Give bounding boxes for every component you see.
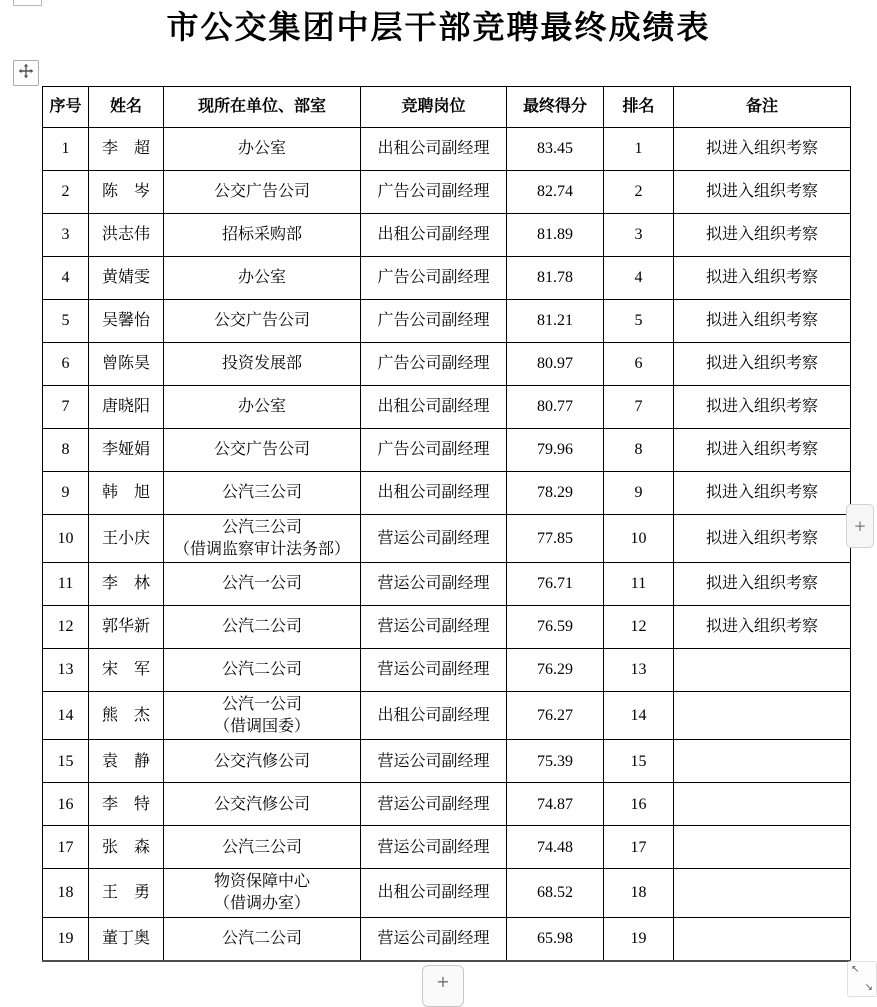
cell-index: 19: [43, 917, 89, 961]
cell-position: 出租公司副经理: [361, 472, 507, 515]
cell-index: 4: [43, 257, 89, 300]
cell-position: 广告公司副经理: [361, 429, 507, 472]
cell-index: 18: [43, 869, 89, 917]
cell-index: 7: [43, 386, 89, 429]
cell-score: 80.77: [507, 386, 604, 429]
cell-rank: 14: [604, 692, 674, 740]
cell-score: 81.21: [507, 300, 604, 343]
cell-score: 79.96: [507, 429, 604, 472]
cell-note: 拟进入组织考察: [674, 128, 851, 171]
cell-note: 拟进入组织考察: [674, 214, 851, 257]
cell-name: 李娅娟: [89, 429, 164, 472]
table-row: [43, 257, 851, 300]
page-title: 市公交集团中层干部竞聘最终成绩表: [166, 9, 711, 45]
table-row: [43, 917, 851, 961]
cell-unit: 公汽三公司: [164, 472, 361, 515]
cell-rank: 9: [604, 472, 674, 515]
cell-position: 出租公司副经理: [361, 869, 507, 917]
table-row: [43, 343, 851, 386]
cell-rank: 7: [604, 386, 674, 429]
cell-rank: 17: [604, 826, 674, 869]
column-header: 备注: [674, 87, 851, 128]
cell-note: 拟进入组织考察: [674, 343, 851, 386]
column-header: 排名: [604, 87, 674, 128]
cell-name: 张 森: [89, 826, 164, 869]
cell-rank: 2: [604, 171, 674, 214]
cell-rank: 13: [604, 649, 674, 692]
cell-note: [674, 692, 851, 740]
table-row: [43, 171, 851, 214]
cell-unit: 公交广告公司: [164, 429, 361, 472]
cell-rank: 6: [604, 343, 674, 386]
move-icon: [18, 63, 34, 84]
cell-note: 拟进入组织考察: [674, 472, 851, 515]
cell-unit: 投资发展部: [164, 343, 361, 386]
cell-note: 拟进入组织考察: [674, 606, 851, 649]
plus-icon: +: [436, 972, 450, 991]
cell-score: 76.59: [507, 606, 604, 649]
cell-index: 16: [43, 783, 89, 826]
cell-note: 拟进入组织考察: [674, 257, 851, 300]
cell-name: 曾陈昊: [89, 343, 164, 386]
cell-position: 营运公司副经理: [361, 917, 507, 961]
cell-score: 68.52: [507, 869, 604, 917]
cell-position: 出租公司副经理: [361, 386, 507, 429]
cell-name: 黄婧雯: [89, 257, 164, 300]
cell-index: 17: [43, 826, 89, 869]
table-row: [43, 740, 851, 783]
cell-rank: 19: [604, 917, 674, 961]
cell-rank: 15: [604, 740, 674, 783]
cell-note: [674, 783, 851, 826]
cell-rank: 4: [604, 257, 674, 300]
cell-unit: 公汽二公司: [164, 649, 361, 692]
scores-table: [42, 86, 851, 962]
cell-position: 营运公司副经理: [361, 826, 507, 869]
table-resize-handle[interactable]: [847, 961, 877, 997]
cell-name: 李 特: [89, 783, 164, 826]
cell-rank: 16: [604, 783, 674, 826]
cell-unit: 公交广告公司: [164, 171, 361, 214]
table-row: [43, 869, 851, 917]
cell-unit: 办公室: [164, 386, 361, 429]
cell-score: 76.71: [507, 563, 604, 606]
column-header: 序号: [43, 87, 89, 128]
cell-note: 拟进入组织考察: [674, 300, 851, 343]
cell-rank: 3: [604, 214, 674, 257]
cell-name: 董丁奥: [89, 917, 164, 961]
cell-rank: 1: [604, 128, 674, 171]
cell-note: [674, 826, 851, 869]
cell-unit: 公汽二公司: [164, 917, 361, 961]
table-row: [43, 606, 851, 649]
cell-unit: 办公室: [164, 128, 361, 171]
cell-note: [674, 917, 851, 961]
cell-score: 76.29: [507, 649, 604, 692]
plus-icon: +: [853, 517, 867, 535]
table-row: [43, 386, 851, 429]
cell-position: 出租公司副经理: [361, 214, 507, 257]
cell-position: 营运公司副经理: [361, 606, 507, 649]
table-row: [43, 783, 851, 826]
cell-note: 拟进入组织考察: [674, 386, 851, 429]
table-header-row: [43, 87, 851, 128]
cell-name: 陈 岑: [89, 171, 164, 214]
add-row-button[interactable]: [422, 965, 464, 1007]
cell-index: 6: [43, 343, 89, 386]
cell-index: 14: [43, 692, 89, 740]
cell-position: 广告公司副经理: [361, 257, 507, 300]
cell-unit: 物资保障中心 （借调办室）: [164, 869, 361, 917]
cell-index: 3: [43, 214, 89, 257]
cell-position: 广告公司副经理: [361, 300, 507, 343]
cell-name: 李 超: [89, 128, 164, 171]
cell-index: 2: [43, 171, 89, 214]
table-row: [43, 563, 851, 606]
cell-note: 拟进入组织考察: [674, 563, 851, 606]
cell-score: 82.74: [507, 171, 604, 214]
table-move-handle[interactable]: [13, 60, 39, 86]
cell-score: 80.97: [507, 343, 604, 386]
table-row: [43, 214, 851, 257]
cell-position: 出租公司副经理: [361, 692, 507, 740]
table-row: [43, 472, 851, 515]
cell-name: 宋 军: [89, 649, 164, 692]
cell-unit: 公汽一公司: [164, 563, 361, 606]
resize-arrow-se-icon: ↘: [864, 982, 873, 993]
cell-index: 10: [43, 515, 89, 563]
column-header: 竞聘岗位: [361, 87, 507, 128]
cell-unit: 公汽三公司 （借调监察审计法务部）: [164, 515, 361, 563]
cell-position: 广告公司副经理: [361, 343, 507, 386]
cell-name: 唐晓阳: [89, 386, 164, 429]
cell-score: 78.29: [507, 472, 604, 515]
table-row: [43, 692, 851, 740]
cell-score: 77.85: [507, 515, 604, 563]
cell-unit: 办公室: [164, 257, 361, 300]
cell-score: 76.27: [507, 692, 604, 740]
cell-index: 8: [43, 429, 89, 472]
cell-name: 洪志伟: [89, 214, 164, 257]
add-column-button[interactable]: [846, 504, 874, 548]
cell-score: 75.39: [507, 740, 604, 783]
table-row: [43, 429, 851, 472]
cell-name: 郭华新: [89, 606, 164, 649]
column-header: 姓名: [89, 87, 164, 128]
table-row: [43, 128, 851, 171]
cell-rank: 18: [604, 869, 674, 917]
cell-unit: 公交汽修公司: [164, 740, 361, 783]
cell-unit: 公交广告公司: [164, 300, 361, 343]
cell-index: 12: [43, 606, 89, 649]
cell-unit: 公交汽修公司: [164, 783, 361, 826]
cell-position: 营运公司副经理: [361, 740, 507, 783]
cell-rank: 5: [604, 300, 674, 343]
cell-rank: 8: [604, 429, 674, 472]
cell-note: 拟进入组织考察: [674, 429, 851, 472]
cell-index: 11: [43, 563, 89, 606]
cell-rank: 12: [604, 606, 674, 649]
cell-unit: 公汽一公司 （借调国委）: [164, 692, 361, 740]
cell-note: [674, 740, 851, 783]
cell-index: 13: [43, 649, 89, 692]
cell-position: 营运公司副经理: [361, 783, 507, 826]
cell-name: 李 林: [89, 563, 164, 606]
cell-name: 王小庆: [89, 515, 164, 563]
cell-score: 83.45: [507, 128, 604, 171]
cell-position: 营运公司副经理: [361, 649, 507, 692]
cell-note: 拟进入组织考察: [674, 171, 851, 214]
cell-index: 9: [43, 472, 89, 515]
cell-unit: 公汽二公司: [164, 606, 361, 649]
cell-note: [674, 649, 851, 692]
cell-score: 81.78: [507, 257, 604, 300]
table-row: [43, 515, 851, 563]
cell-index: 1: [43, 128, 89, 171]
cell-note: [674, 869, 851, 917]
cell-score: 65.98: [507, 917, 604, 961]
cell-position: 广告公司副经理: [361, 171, 507, 214]
cell-name: 王 勇: [89, 869, 164, 917]
cell-score: 74.48: [507, 826, 604, 869]
cell-name: 吴馨怡: [89, 300, 164, 343]
cell-name: 熊 杰: [89, 692, 164, 740]
cell-unit: 招标采购部: [164, 214, 361, 257]
column-header: 现所在单位、部室: [164, 87, 361, 128]
table-row: [43, 826, 851, 869]
cell-name: 袁 静: [89, 740, 164, 783]
column-header: 最终得分: [507, 87, 604, 128]
cell-position: 营运公司副经理: [361, 563, 507, 606]
table-row: [43, 649, 851, 692]
cell-score: 74.87: [507, 783, 604, 826]
cell-index: 15: [43, 740, 89, 783]
cell-score: 81.89: [507, 214, 604, 257]
cell-note: 拟进入组织考察: [674, 515, 851, 563]
cell-rank: 10: [604, 515, 674, 563]
cell-index: 5: [43, 300, 89, 343]
table-row: [43, 300, 851, 343]
cell-position: 营运公司副经理: [361, 515, 507, 563]
cell-unit: 公汽三公司: [164, 826, 361, 869]
cell-name: 韩 旭: [89, 472, 164, 515]
cell-rank: 11: [604, 563, 674, 606]
cell-position: 出租公司副经理: [361, 128, 507, 171]
resize-arrow-nw-icon: ↖: [851, 964, 860, 975]
